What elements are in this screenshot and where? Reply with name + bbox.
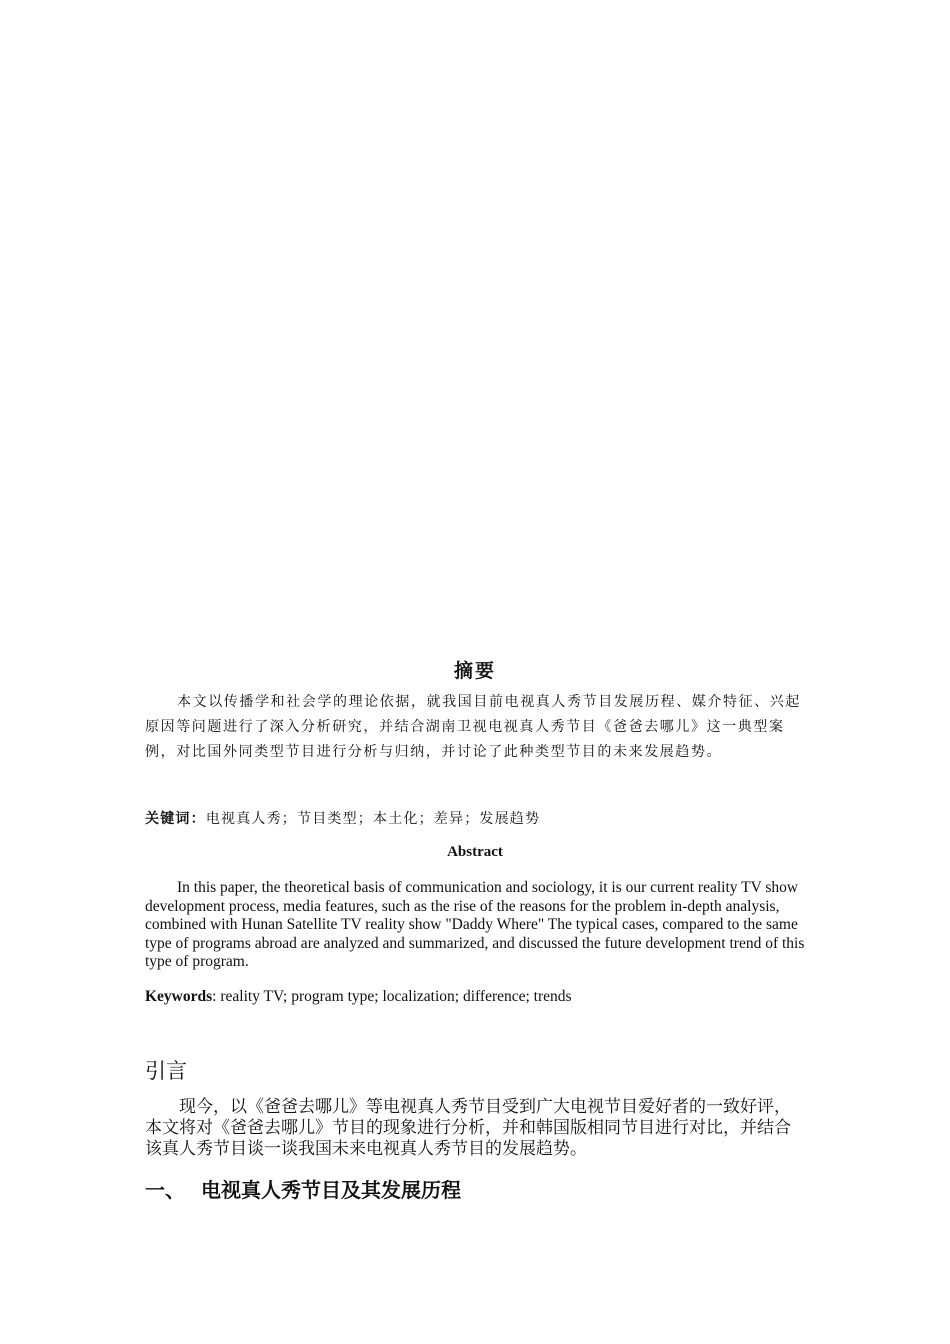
english-keywords-list: : reality TV; program type; localization; difference; trends xyxy=(212,988,572,1005)
chinese-abstract-title: 摘要 xyxy=(453,660,496,682)
english-abstract-title: Abstract xyxy=(447,844,503,860)
section-1-heading xyxy=(145,1176,461,1204)
introduction-heading: 引言 xyxy=(145,1059,187,1083)
chinese-keywords-label: 关键词： xyxy=(145,811,206,827)
chinese-keywords-list: 电视真人秀；节目类型；本土化；差异；发展趋势 xyxy=(205,811,541,827)
english-keywords xyxy=(145,987,807,1007)
introduction-paragraph: 现今，以《爸爸去哪儿》等电视真人秀节目受到广大电视节目爱好者的一致好评，本文将对《爸爸去哪儿》节目的现象进行分析，并和韩国版相同节目进行对比，并结合该真人秀节目谈一谈我国未来电视真人秀节目的发展趋势。 xyxy=(145,1097,791,1159)
chinese-keywords xyxy=(145,808,807,830)
section-1-title: 电视真人秀节目及其发展历程 xyxy=(201,1178,461,1202)
english-keywords-label: Keywords xyxy=(145,988,213,1005)
chinese-abstract-body: 本文以传播学和社会学的理论依据，就我国目前电视真人秀节目发展历程、媒介特征、兴起原因等问题进行了深入分析研究，并结合湖南卫视电视真人秀节目《爸爸去哪儿》这一典型案例，对比国外同类型节目进行分析与归纳，并讨论了此种类型节目的未来发展趋势。 xyxy=(145,694,801,760)
english-abstract-body: In this paper, the theoretical basis of communication and sociology, it is our current reality TV show development process, media features, such as the rise of the reasons for the problem in-depth analysis, combined with Hunan Satellite TV reality show "Daddy Where" The typical cases, compared to the same type of programs abroad are analyzed and summarized, and discussed the future development trend of this type of program. xyxy=(145,879,805,971)
section-1-number: 一、 xyxy=(145,1178,185,1202)
